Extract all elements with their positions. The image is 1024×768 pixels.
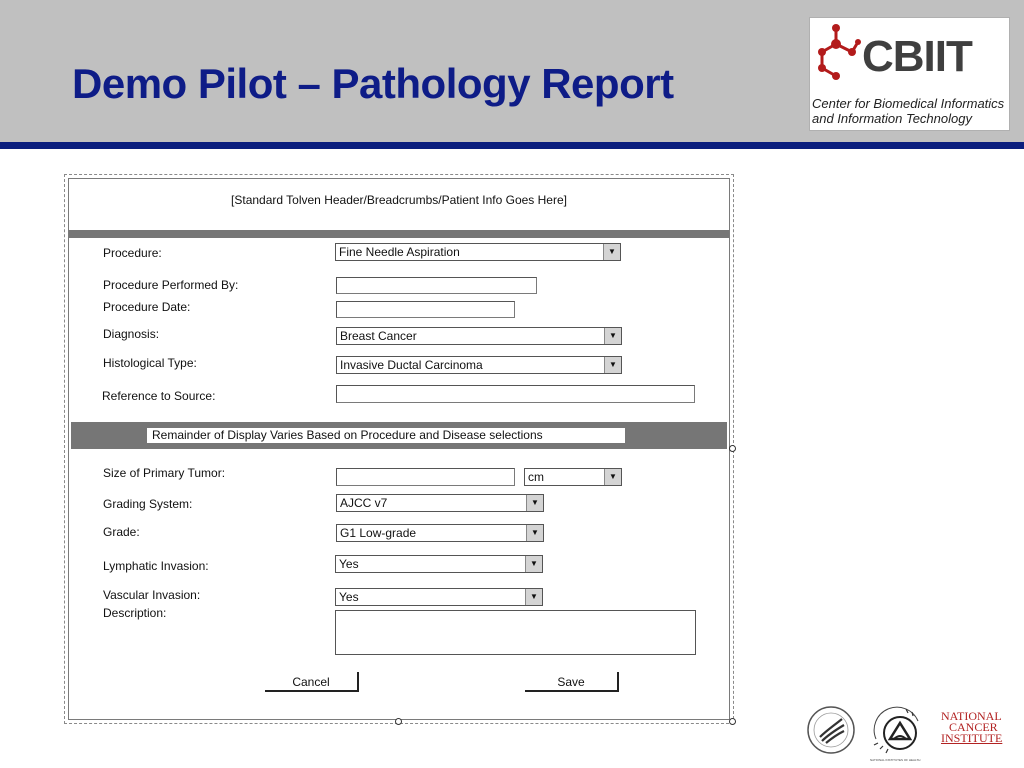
- resize-handle-corner[interactable]: [729, 718, 736, 725]
- header-placeholder: [Standard Tolven Header/Breadcrumbs/Patient Info Goes Here]: [231, 193, 567, 207]
- vascular-invasion-label: Vascular Invasion:: [103, 588, 201, 602]
- procedure-date-label: Procedure Date:: [103, 300, 191, 314]
- performed-by-input[interactable]: [336, 277, 537, 294]
- description-textarea[interactable]: [335, 610, 696, 655]
- grading-system-value: AJCC v7: [340, 496, 388, 510]
- slide-title: Demo Pilot – Pathology Report: [72, 60, 674, 107]
- tumor-size-input[interactable]: [336, 468, 515, 486]
- header-separator-bar: [69, 230, 729, 238]
- chevron-down-icon[interactable]: ▼: [525, 589, 542, 605]
- histological-type-value: Invasive Ductal Carcinoma: [340, 358, 483, 372]
- chevron-down-icon[interactable]: ▼: [526, 525, 543, 541]
- nci-line2: CANCER: [949, 720, 998, 734]
- procedure-select[interactable]: [335, 243, 621, 261]
- form-mockup-frame: [64, 174, 734, 724]
- tumor-size-unit-value: cm: [528, 470, 544, 484]
- logo-subtitle-line2: and Information Technology: [812, 111, 972, 126]
- reference-source-label: Reference to Source:: [102, 389, 216, 403]
- grading-system-select[interactable]: [336, 494, 544, 512]
- histological-type-label: Histological Type:: [103, 356, 197, 370]
- logo-subtitle: [812, 96, 1008, 126]
- nci-line3: INSTITUTE: [941, 731, 1003, 745]
- chevron-down-icon[interactable]: ▼: [604, 328, 621, 344]
- section-divider-bar: [71, 422, 727, 449]
- tumor-size-unit-select[interactable]: [524, 468, 622, 486]
- lymphatic-invasion-label: Lymphatic Invasion:: [103, 559, 209, 573]
- procedure-date-input[interactable]: [336, 301, 515, 318]
- save-button[interactable]: Save: [525, 672, 619, 692]
- vascular-invasion-value: Yes: [339, 590, 359, 604]
- chevron-down-icon[interactable]: ▼: [526, 495, 543, 511]
- procedure-value: Fine Needle Aspiration: [339, 245, 460, 259]
- grade-select[interactable]: [336, 524, 544, 542]
- form-panel: [68, 178, 730, 720]
- chevron-down-icon[interactable]: ▼: [525, 556, 542, 572]
- vascular-invasion-select[interactable]: [335, 588, 543, 606]
- chevron-down-icon[interactable]: ▼: [604, 357, 621, 373]
- resize-handle-bottom[interactable]: [395, 718, 402, 725]
- performed-by-label: Procedure Performed By:: [103, 278, 239, 292]
- chevron-down-icon[interactable]: ▼: [604, 469, 621, 485]
- grade-value: G1 Low-grade: [340, 526, 417, 540]
- molecule-icon: [814, 22, 862, 84]
- grade-label: Grade:: [103, 525, 140, 539]
- lymphatic-invasion-value: Yes: [339, 557, 359, 571]
- nih-seal-caption: NATIONAL INSTITUTES OF HEALTH: [870, 758, 921, 762]
- nci-line1: NATIONAL: [941, 709, 1002, 723]
- resize-handle-right[interactable]: [729, 445, 736, 452]
- histological-type-select[interactable]: [336, 356, 622, 374]
- tumor-size-label: Size of Primary Tumor:: [103, 466, 226, 480]
- nci-logo: [941, 711, 1002, 744]
- nih-seal-icon: [866, 703, 928, 759]
- reference-source-input[interactable]: [336, 385, 695, 403]
- logo-wordmark: CBIIT: [862, 32, 972, 81]
- cbiit-logo: [809, 17, 1010, 131]
- diagnosis-label: Diagnosis:: [103, 327, 160, 341]
- procedure-label: Procedure:: [103, 246, 162, 260]
- logo-subtitle-line1: Center for Biomedical Informatics: [812, 96, 1005, 111]
- chevron-down-icon[interactable]: ▼: [603, 244, 620, 260]
- hhs-eagle-icon: [806, 705, 856, 755]
- diagnosis-value: Breast Cancer: [340, 329, 417, 343]
- section-note: Remainder of Display Varies Based on Procedure and Disease selections: [147, 428, 625, 443]
- lymphatic-invasion-select[interactable]: [335, 555, 543, 573]
- grading-system-label: Grading System:: [103, 497, 193, 511]
- header-divider: [0, 142, 1024, 149]
- diagnosis-select[interactable]: [336, 327, 622, 345]
- description-label: Description:: [103, 606, 167, 620]
- cancel-button[interactable]: Cancel: [265, 672, 359, 692]
